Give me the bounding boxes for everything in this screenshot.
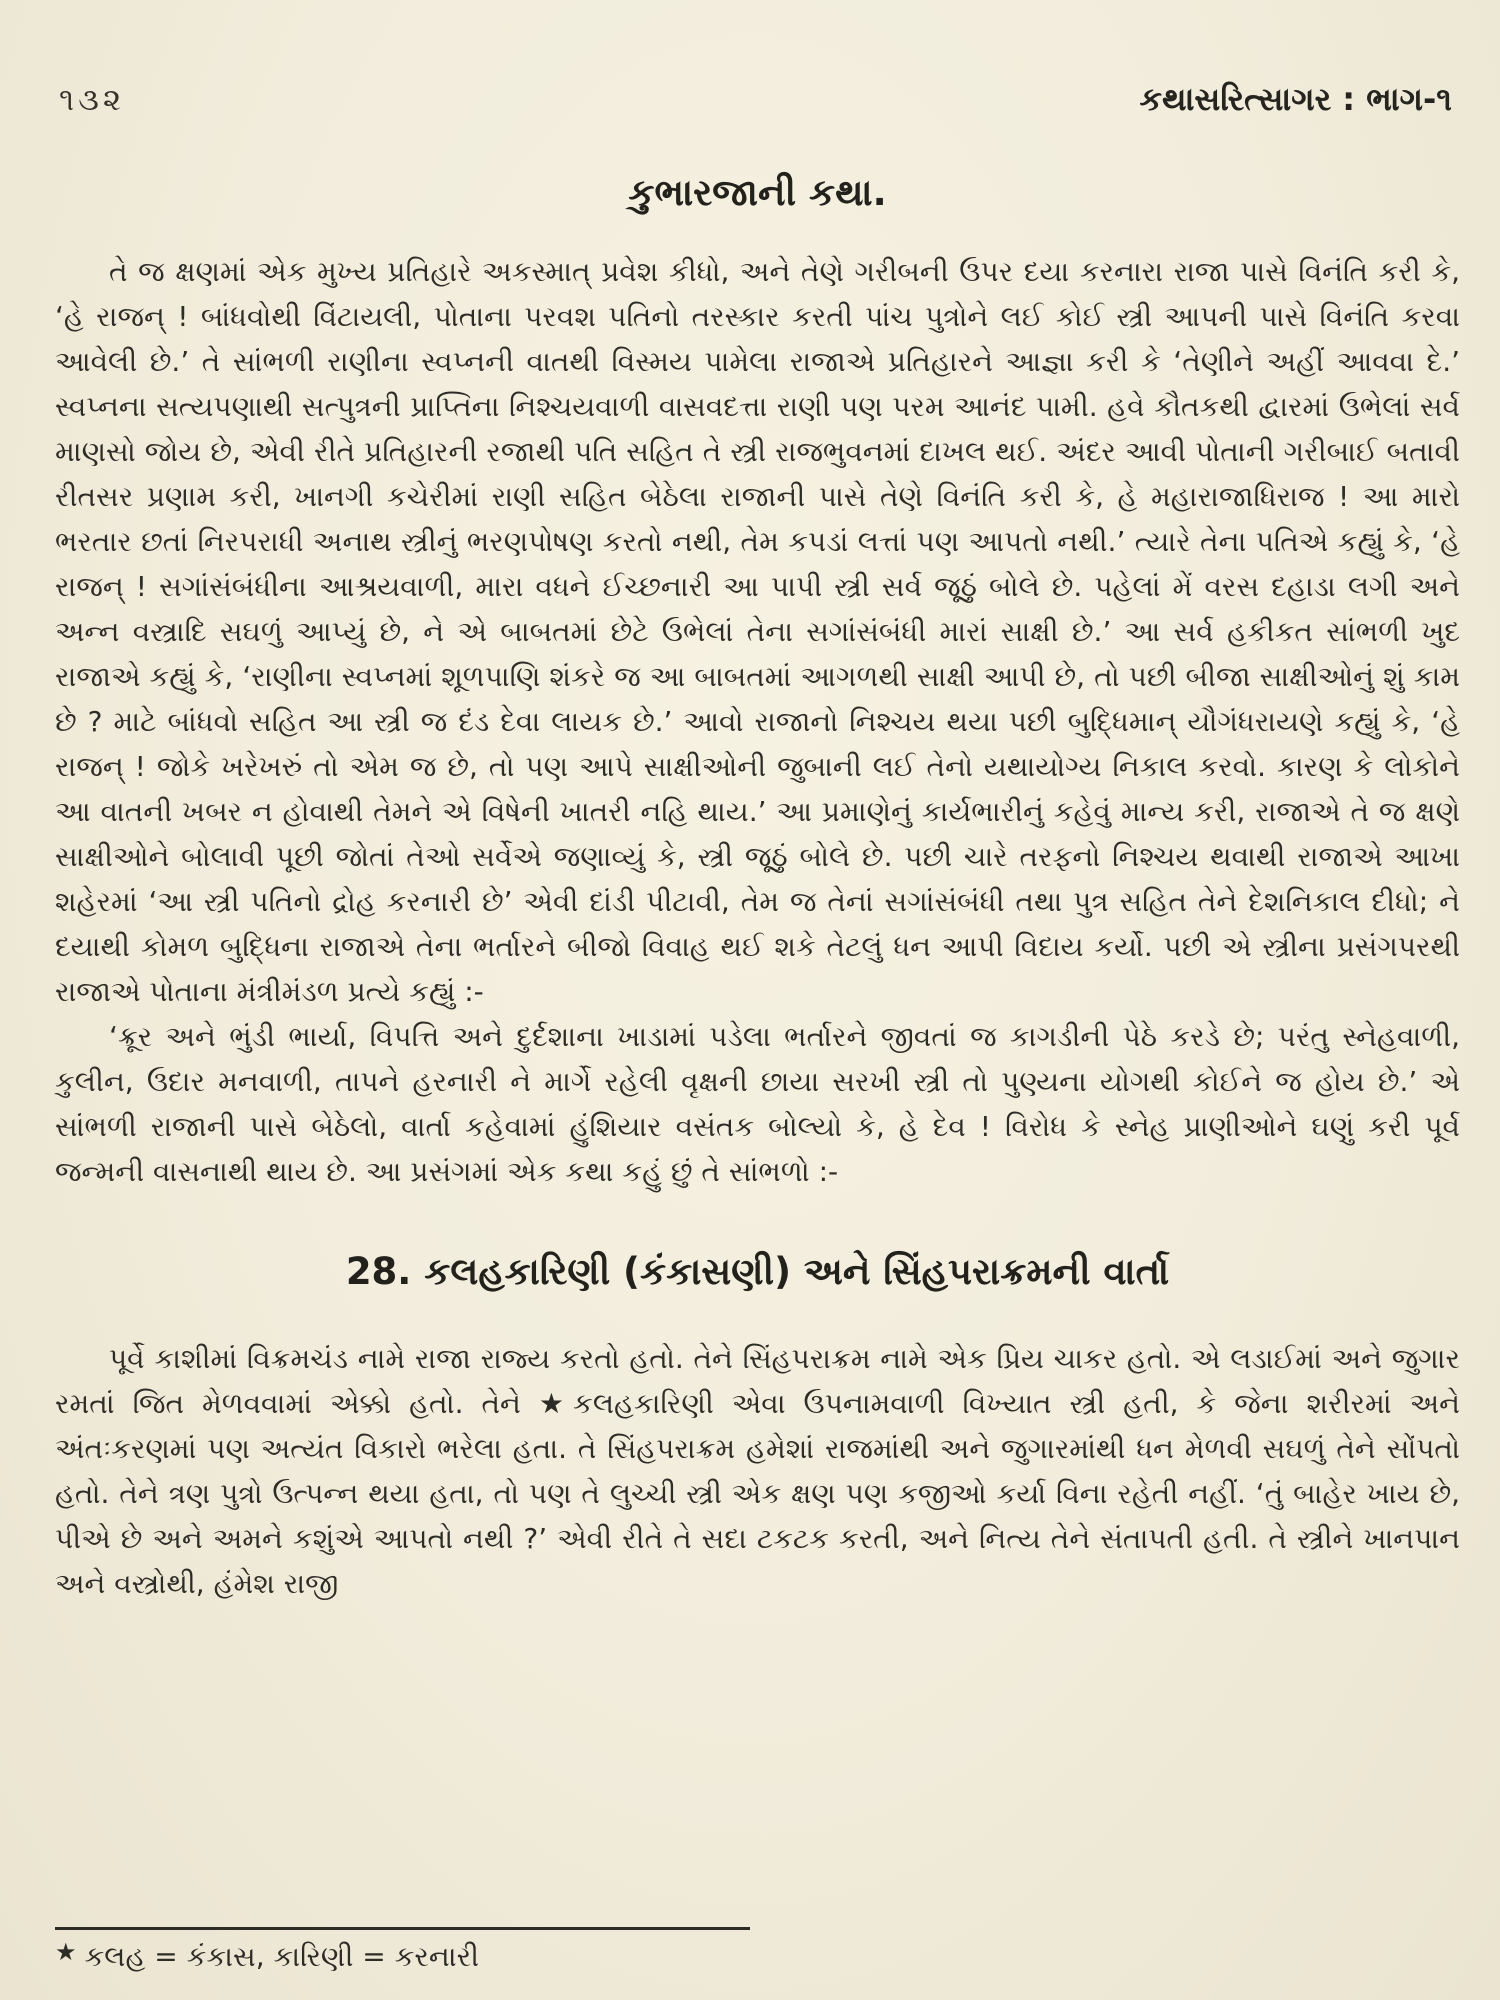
running-header	[55, 70, 1460, 119]
footnote	[55, 1927, 1455, 1974]
footnote-divider	[55, 1927, 750, 1930]
story-body	[55, 249, 1460, 1194]
footnote-star-icon: ★	[55, 1938, 77, 1966]
story-paragraph: ‘ક્રૂર અને ભુંડી ભાર્યા, વિપત્તિ અને દુર્દશાના ખાડામાં પડેલા ભર્તારને જીવતાં જ કાગડીની પેઠે કરડે છે; પરંતુ સ્નેહવાળી, કુલીન, ઉદાર મનવાળી, તાપને હરનારી ને માર્ગે રહેલી વૃક્ષની છાયા સરખી સ્ત્રી તો પુણ્યના યોગથી કોઈને જ હોય છે.’ એ સાંભળી રાજાની પાસે બેઠેલો, વાર્તા કહેવામાં હુંશિયાર વસંતક બોલ્યો કે, હે દેવ ! વિરોધ કે સ્નેહ પ્રાણીઓને ઘણું કરી પૂર્વ જન્મની વાસનાથી થાય છે. આ પ્રસંગમાં એક કથા કહું છું તે સાંભળો :-	[55, 1020, 1460, 1188]
section-body	[55, 1336, 1460, 1606]
story-paragraph: તે જ ક્ષણમાં એક મુખ્ય પ્રતિહારે અકસ્માત્ પ્રવેશ કીધો, અને તેણે ગરીબની ઉપર દયા કરનારા રાજા પાસે વિનંતિ કરી કે, ‘હે રાજન્ ! બાંધવોથી વિંટાયલી, પોતાના પરવશ પતિનો તરસ્કાર કરતી પાંચ પુત્રોને લઈ કોઈ સ્ત્રી આપની પાસે વિનંતિ કરવા આવેલી છે.’ તે સાંભળી રાણીના સ્વપ્નની વાતથી વિસ્મય પામેલા રાજાએ પ્રતિહારને આજ્ઞા કરી કે ‘તેણીને અહીં આવવા દે.’ સ્વપ્નના સત્યપણાથી સત્પુત્રની પ્રાપ્તિના નિશ્ચયવાળી વાસવદત્તા રાણી પણ પરમ આનંદ પામી. હવે કૌતકથી દ્વારમાં ઉભેલાં સર્વ માણસો જોય છે, એવી રીતે પ્રતિહારની રજાથી પતિ સહિત તે સ્ત્રી રાજભુવનમાં દાખલ થઈ. અંદર આવી પોતાની ગરીબાઈ બતાવી રીતસર પ્રણામ કરી, ખાનગી કચેરીમાં રાણી સહિત બેઠેલા રાજાની પાસે તેણે વિનંતિ કરી કે, હે મહારાજાધિરાજ ! આ મારો ભરતાર છતાં નિરપરાધી અનાથ સ્ત્રીનું ભરણપોષણ કરતો નથી, તેમ કપડાં લત્તાં પણ આપતો નથી.’ ત્યારે તેના પતિએ કહ્યું કે, ‘હે રાજન્ ! સગાંસંબંધીના આશ્રયવાળી, મારા વધને ઈચ્છનારી આ પાપી સ્ત્રી સર્વ જૂઠું બોલે છે. પહેલાં મેં વરસ દહાડા લગી અને અન્ન વસ્ત્રાદિ સઘળું આપ્યું છે, ને એ બાબતમાં છેટે ઉભેલાં તેના સગાંસંબંધી મારાં સાક્ષી છે.’ આ સર્વ હકીકત સાંભળી ખુદ રાજાએ કહ્યું કે, ‘રાણીના સ્વપ્નમાં શૂળપાણિ શંકરે જ આ બાબતમાં આગળથી સાક્ષી આપી છે, તો પછી બીજા સાક્ષીઓનું શું કામ છે ? માટે બાંધવો સહિત આ સ્ત્રી જ દંડ દેવા લાયક છે.’ આવો રાજાનો નિશ્ચય થયા પછી બુદ્ધિમાન્ યૌગંધરાયણે કહ્યું કે, ‘હે રાજન્ ! જોકે ખરેખરું તો એમ જ છે, તો પણ આપે સાક્ષીઓની જુબાની લઈ તેનો યથાયોગ્ય નિકાલ કરવો. કારણ કે લોકોને આ વાતની ખબર ન હોવાથી તેમને એ વિષેની ખાતરી નહિ થાય.’ આ પ્રમાણેનું કાર્યભારીનું કહેવું માન્ય કરી, રાજાએ તે જ ક્ષણે સાક્ષીઓને બોલાવી પૂછી જોતાં તેઓ સર્વેએ જણાવ્યું કે, સ્ત્રી જૂઠું બોલે છે. પછી ચારે તરફનો નિશ્ચય થવાથી રાજાએ આખા શહેરમાં ‘આ સ્ત્રી પતિનો દ્રોહ કરનારી છે’ એવી દાંડી પીટાવી, તેમ જ તેનાં સગાંસંબંધી તથા પુત્ર સહિત તેને દેશનિકાલ દીધો; ને દયાથી કોમળ બુદ્ધિના રાજાએ તેના ભર્તારને બીજો વિવાહ થઈ શકે તેટલું ધન આપી વિદાય કર્યો. પછી એ સ્ત્રીના પ્રસંગપરથી રાજાએ પોતાના મંત્રીમંડળ પ્રત્યે કહ્યું :-	[55, 255, 1460, 1008]
running-title: કથાસરિત્સાગર : ભાગ-૧	[1139, 80, 1452, 118]
section-paragraph: પૂર્વે કાશીમાં વિક્રમચંડ નામે રાજા રાજ્ય કરતો હતો. તેને સિંહપરાક્રમ નામે એક પ્રિય ચાકર હતો. એ લડાઈમાં અને જુગાર રમતાં જિત મેળવવામાં એક્કો હતો. તેને ★કલહકારિણી એવા ઉપનામવાળી વિખ્યાત સ્ત્રી હતી, કે જેના શરીરમાં અને અંતઃકરણમાં પણ અત્યંત વિકારો ભરેલા હતા. તે સિંહપરાક્રમ હમેશાં રાજમાંથી અને જુગારમાંથી ધન મેળવી સઘળું તેને સોંપતો હતો. તેને ત્રણ પુત્રો ઉત્પન્ન થયા હતા, તો પણ તે લુચ્ચી સ્ત્રી એક ક્ષણ પણ કજીઓ કર્યા વિના રહેતી નહીં. ‘તું બાહેર ખાય છે, પીએ છે અને અમને કશુંએ આપતો નથી ?’ એવી રીતે તે સદા ટકટક કરતી, અને નિત્ય તેને સંતાપતી હતી. તે સ્ત્રીને ખાનપાન અને વસ્ત્રોથી, હંમેશ રાજી	[55, 1342, 1460, 1600]
footnote-line	[55, 1940, 1455, 1974]
section-heading: 28. કલહકારિણી (કંકાસણી) અને સિંહપરાક્રમની વાર્તા	[345, 1250, 1170, 1293]
story-title: કુભારજાની કથા.	[628, 171, 887, 214]
footnote-text: કલહ = કંકાસ, કારિણી = કરનારી	[84, 1940, 480, 1973]
page-number: ૧૩૨	[59, 82, 126, 118]
